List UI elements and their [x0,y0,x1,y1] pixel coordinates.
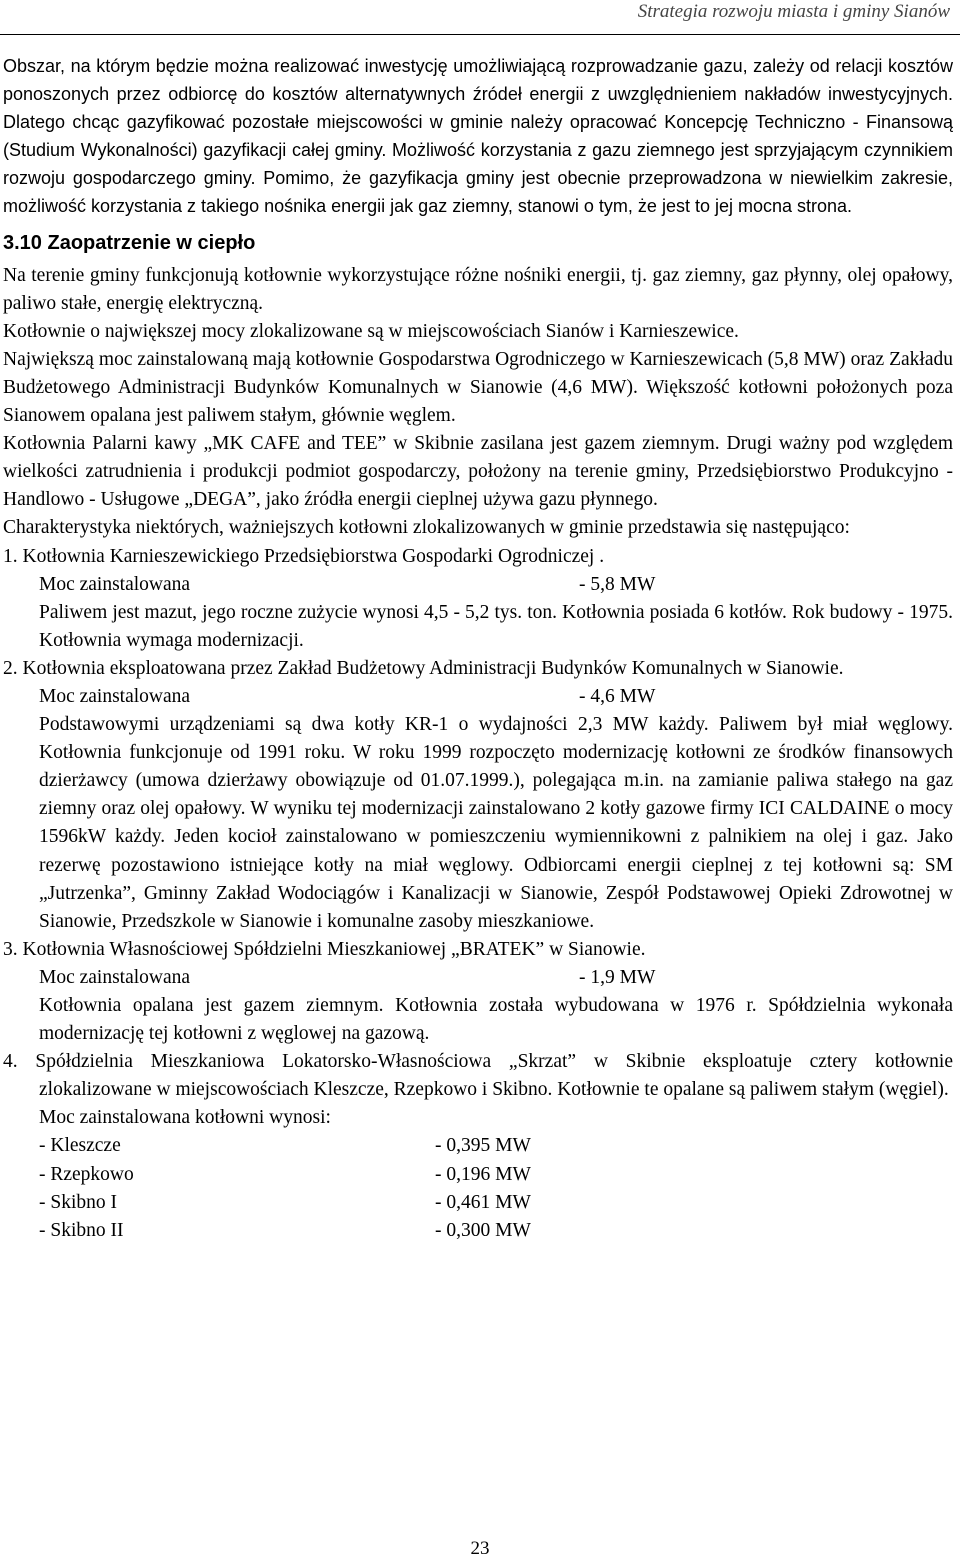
power-value: - 1,9 MW [579,966,656,988]
section-paragraph-2: Kotłownie o największej mocy zlokalizowane są w miejscowościach Sianów i Karnieszewice. [3,320,739,342]
section-paragraph-5: Charakterystyka niektórych, ważniejszych kotłowni zlokalizowanych w gminie przedstawia się następująco: [3,517,850,539]
power-row [3,964,953,992]
boiler-item-4 [3,1048,953,1245]
location-power: - 0,395 MW [435,1135,531,1157]
power-label: Moc zainstalowana [39,966,191,988]
power-value: - 4,6 MW [579,685,656,707]
power-row [3,1132,953,1160]
section-heading: 3.10 Zaopatrzenie w ciepło [3,231,256,254]
item-description: Podstawowymi urządzeniami są dwa kotły KR-1 o wydajności 2,3 MW każdy. Paliwem był miał węglowy. Kotłownia funkcjonuje od 1991 roku. W roku 1999 rozpoczęto modernizację kotłowni ze środków finansowych dzierżawcy (umowa dzierżawy obowiązuje od 01.07.1999.), polegająca m.in. na zamianie paliwa stałego na gaz ziemny oraz olej opałowy. W wyniku tej modernizacji zainstalowano 2 kotły gazowe firmy ICI CALDAINE o mocy 1596kW każdy. Jeden kocioł zainstalowano w pomieszczeniu wymiennikowni z palnikiem na olej i gaz. Jako rezerwę pozostawiono istniejące kotły na miał węglowy. Odbiorcami energii cieplnej z tej kotłowni są: SM „Jutrzenka”, Gminny Zakład Wodociągów i Kanalizacji w Sianowie, Zespół Podstawowej Opieki Zdrowotnej w Sianowie, Przedszkole w Sianowie i komunalne zasoby mieszkaniowe. [39,714,953,932]
page-number: 23 [470,1538,490,1559]
item-title: 4. Spółdzielnia Mieszkaniowa Lokatorsko-Własnościowa „Skrzat” w Skibnie eksploatuje cztery kotłownie zlokalizowane w miejscowościach Kleszcze, Rzepkowo i Skibno. Kotłownie te opalane są paliwem stałym (węgiel). [3,1051,953,1101]
section-paragraph-4: Kotłownia Palarni kawy „MK CAFE and TEE” w Skibnie zasilana jest gazem ziemnym. Drugi ważny pod względem wielkości zatrudnienia i produkcji podmiot gospodarczy, położony na terenie gminy, Przedsiębiorstwo Produkcyjno - Handlowo - Usługowe „DEGA”, jako źródła energii cieplnej używa gazu płynnego. [3,433,953,511]
location-name: - Skibno I [39,1191,117,1213]
power-row [3,1161,953,1189]
item-title: 1. Kotłownia Karnieszewickiego Przedsiębiorstwa Gospodarki Ogrodniczej . [3,545,605,567]
boiler-item-2 [3,655,953,936]
location-power: - 0,300 MW [435,1219,531,1241]
power-row [3,1217,953,1245]
power-row [3,683,953,711]
location-power: - 0,196 MW [435,1163,531,1185]
page-content [3,52,953,1245]
boiler-item-3 [3,936,953,1048]
item-title: 3. Kotłownia Własnościowej Spółdzielni Mieszkaniowej „BRATEK” w Sianowie. [3,938,646,960]
power-label: Moc zainstalowana [39,573,191,595]
running-header: Strategia rozwoju miasta i gminy Sianów [637,1,950,22]
boiler-item-1 [3,543,953,655]
header-rule [0,34,960,35]
power-value: - 5,8 MW [579,573,656,595]
intro-paragraph: Obszar, na którym będzie można realizować inwestycję umożliwiającą rozprowadzanie gazu, zależy od relacji kosztów ponoszonych przez odbiorcę do kosztów alternatywnych źródeł energii z uwzględnieniem nakładów inwestycyjnych. Dlatego chcąc gazyfikować pozostałe miejscowości w gminie należy opracować Koncepcję Techniczno - Finansową (Studium Wykonalności) gazyfikacji całej gminy. Możliwość korzystania z gazu ziemnego jest sprzyjającym czynnikiem rozwoju gospodarczego gminy. Pomimo, że gazyfikacja gminy jest obecnie przeprowadzona w niewielkim zakresie, możliwość korzystania z takiego nośnika energii jak gaz ziemny, stanowi o tym, że jest to jej mocna strona. [3,56,953,217]
section-paragraph-3: Największą moc zainstalowaną mają kotłownie Gospodarstwa Ogrodniczego w Karnieszewicach (5,8 MW) oraz Zakładu Budżetowego Administracji Budynków Komunalnych w Sianowie (4,6 MW). Większość kotłowni położonych poza Sianowem opalana jest paliwem stałym, głównie węglem. [3,348,953,427]
location-name: - Skibno II [39,1219,124,1241]
item-title: 2. Kotłownia eksploatowana przez Zakład Budżetowy Administracji Budynków Komunalnych w Sianowie. [3,657,844,679]
location-power: - 0,461 MW [435,1191,531,1213]
item-description: Paliwem jest mazut, jego roczne zużycie wynosi 4,5 - 5,2 tys. ton. Kotłownia posiada 6 kotłów. Rok budowy - 1975. Kotłownia wymaga modernizacji. [39,601,953,651]
location-name: - Kleszcze [39,1135,121,1157]
power-row [3,1189,953,1217]
location-name: - Rzepkowo [39,1163,134,1185]
power-row [3,571,953,599]
power-sub-label: Moc zainstalowana kotłowni wynosi: [39,1107,331,1129]
power-label: Moc zainstalowana [39,685,191,707]
item-description: Kotłownia opalana jest gazem ziemnym. Kotłownia została wybudowana w 1976 r. Spółdzielnia wykonała modernizację tej kotłowni z węglowej na gazową. [39,995,953,1045]
section-paragraph-1: Na terenie gminy funkcjonują kotłownie wykorzystujące różne nośniki energii, tj. gaz ziemny, gaz płynny, olej opałowy, paliwo stałe, energię elektryczną. [3,264,953,314]
